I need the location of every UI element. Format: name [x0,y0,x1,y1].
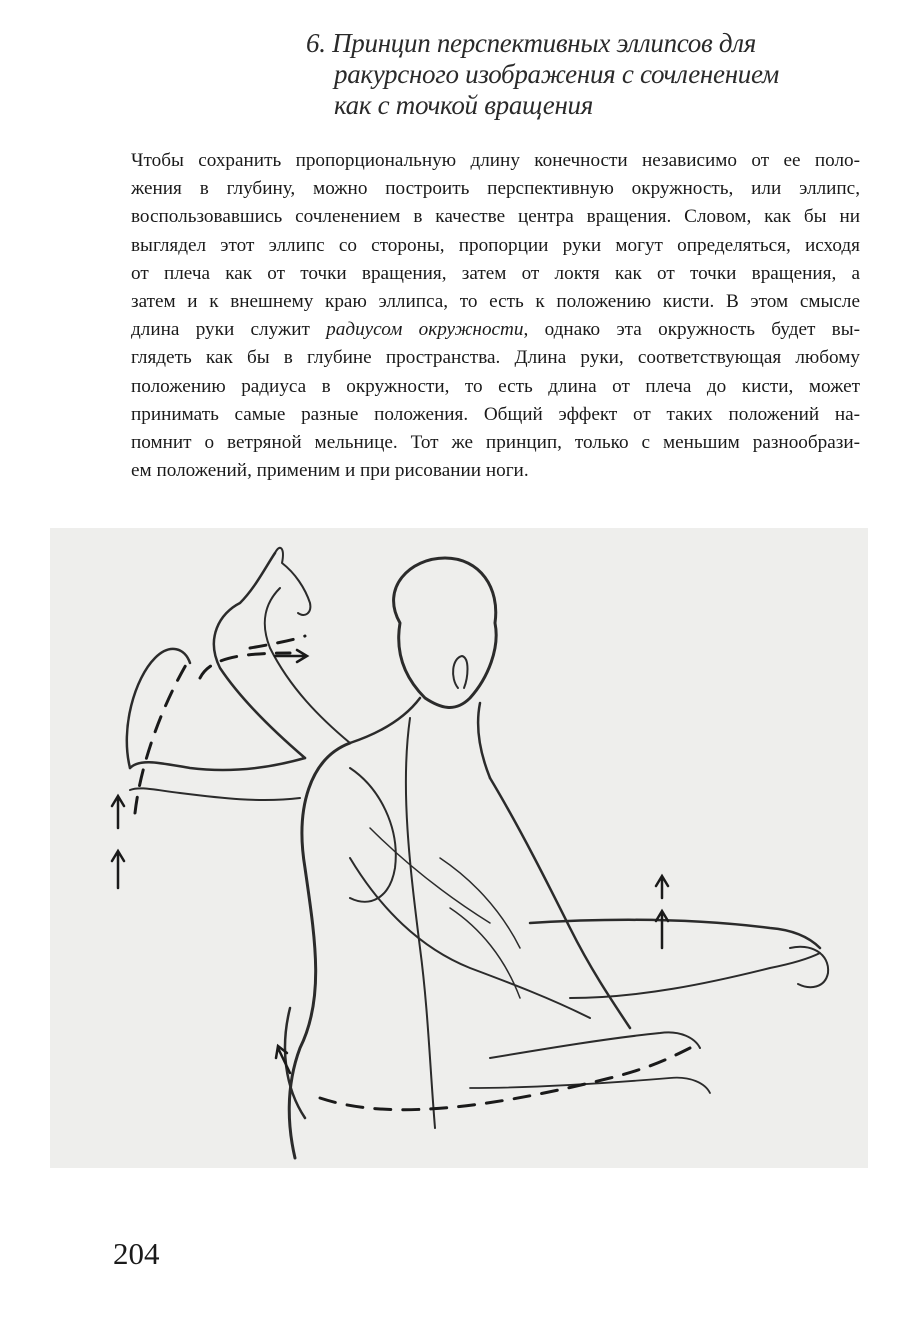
raised-hand [275,548,310,615]
anatomy-sketch-svg [50,528,868,1168]
side-arm-lower [130,788,300,800]
low-arm [490,1032,700,1058]
head-outline [394,558,497,707]
body-paragraph [131,147,860,485]
page-number: 204 [113,1236,160,1271]
extended-fist [790,947,828,987]
scapula [350,768,396,902]
torso-front [490,778,630,1028]
neck-front [478,703,490,778]
body-line: положению радиуса в окружности, то есть длина от плеча до кисти, может [131,375,860,397]
arrow-up-icon [656,911,668,948]
body-line: принимать самые разные положения. Общий эффект от таких положений на- [131,403,860,425]
arrow-up-icon [656,876,668,898]
emphasis-text: радиусом окружности [326,319,524,341]
rib-line [440,858,520,948]
arrow-up-icon [112,851,124,888]
section-title [306,28,866,121]
raised-arm-inner [265,588,350,743]
body-line: Чтобы сохранить пропорциональную длину конечности независимо от ее поло- [131,150,860,171]
extended-arm-lower [570,953,820,998]
body-line: от плеча как от точки вращения, затем от локтя как от точки вращения, а [131,262,860,284]
arrow-up-icon [112,796,124,828]
body-text: , однако эта окружность будет вы- [523,319,860,341]
body-line: воспользовавшись сочленением в качестве центра вращения. Словом, как бы ни [131,206,860,228]
construction-ellipse-top [250,636,305,648]
title-line: 6. Принцип перспективных эллипсов для [306,28,756,58]
construction-ellipse-lower [320,1048,690,1110]
title-line: как с точкой вращения [334,90,594,120]
rib-line [450,908,520,998]
body-line: помнит о ветряной мельнице. Тот же принцип, только с меньшим разнообрази- [131,432,860,454]
anatomy-drawing [50,528,868,1168]
body-text: длина руки служит [131,319,327,341]
ear [453,656,467,688]
back-outline [289,743,350,1158]
body-line: ем положений, применим и при рисовании ноги. [131,460,529,482]
body-line: жения в глубину, можно построить перспективную окружность, или эллипс, [131,178,860,200]
arrow-up-icon [276,1046,290,1073]
body-line: выглядел этот эллипс со стороны, пропорции руки могут определяться, исходя [131,234,860,256]
side-arm-fist [127,649,190,768]
body-line [131,316,860,344]
title-line: ракурсного изображения с сочленением [334,59,779,89]
side-arm [130,758,305,770]
low-arm-under [470,1078,710,1093]
body-line: затем и к внешнему краю эллипса, то есть к положению кисти. В этом смысле [131,291,860,313]
body-line: глядеть как бы в глубине пространства. Длина руки, соответствующая любому [131,347,860,369]
spine-line [406,718,435,1128]
